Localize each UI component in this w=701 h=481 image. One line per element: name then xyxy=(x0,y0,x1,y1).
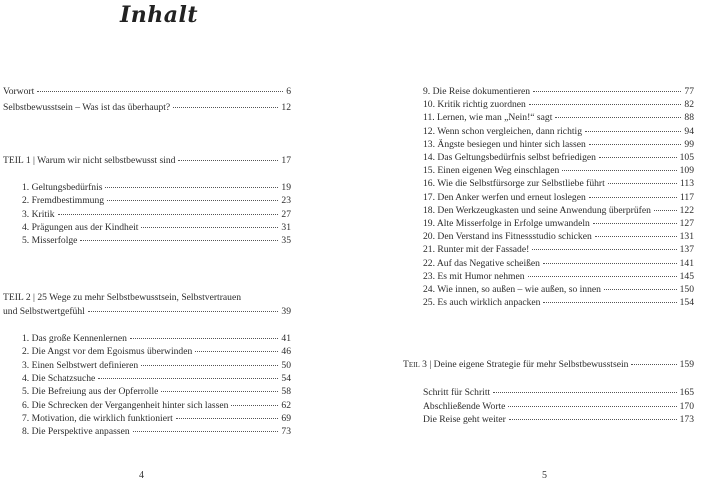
toc-entry-title: 15. Einen eigenen Weg einschlagen xyxy=(423,165,560,177)
toc-entry[interactable] xyxy=(423,297,694,309)
toc-entry-page: 94 xyxy=(684,125,694,137)
page-number-left: 4 xyxy=(139,470,144,481)
toc-entry-title: 24. Wie innen, so außen – wie außen, so innen xyxy=(423,284,601,295)
toc-entry[interactable] xyxy=(423,414,694,426)
toc-entry-title: 4. Die Schatzsuche xyxy=(22,372,96,384)
toc-entry-page: 170 xyxy=(679,400,694,412)
dot-leader xyxy=(88,311,279,312)
dot-leader xyxy=(529,104,682,105)
toc-entry-page: 27 xyxy=(281,208,291,220)
dot-leader xyxy=(555,117,681,118)
toc-entry-title: 3. Kritik xyxy=(22,208,55,220)
toc-entry-title: 6. Die Schrecken der Vergangenheit hinter sich lassen xyxy=(22,399,229,411)
toc-entry[interactable] xyxy=(423,112,694,124)
toc-entry-title: Vorwort xyxy=(3,86,35,97)
toc-entry-page: 50 xyxy=(281,359,291,371)
toc-entry-title: 7. Motivation, die wirklich funktioniert xyxy=(22,412,173,424)
toc-entry-page: 62 xyxy=(281,399,291,411)
toc-entry-title: 20. Den Verstand ins Fitnessstudio schicken xyxy=(423,231,592,243)
toc-entry-page: 150 xyxy=(679,284,694,295)
dot-leader xyxy=(562,170,676,171)
part-title: | Deine eigene Strategie für mehr Selbstbewusstsein xyxy=(429,359,629,370)
toc-entry[interactable] xyxy=(22,182,291,194)
dot-leader xyxy=(543,263,677,264)
toc-entry-title: Selbstbewusstsein – Was ist das überhaupt? xyxy=(3,101,171,113)
toc-entry-page: 173 xyxy=(679,414,694,426)
dot-leader xyxy=(532,249,676,250)
toc-entry[interactable] xyxy=(423,152,694,164)
dot-leader xyxy=(608,183,677,184)
toc-entry-page: 39 xyxy=(281,306,291,317)
dot-leader xyxy=(133,431,279,432)
toc-entry-page: 6 xyxy=(286,86,291,97)
toc-entry-title: Schritt für Schritt xyxy=(423,387,491,398)
toc-entry[interactable] xyxy=(22,386,291,398)
toc-entry-title: 19. Alte Misserfolge in Erfolge umwandeln xyxy=(423,218,590,229)
dot-leader xyxy=(173,107,278,108)
dot-leader xyxy=(141,365,278,366)
toc-entry-title: 22. Auf das Negative scheißen xyxy=(423,257,540,269)
toc-entry-page: 113 xyxy=(679,178,694,190)
dot-leader xyxy=(161,391,278,392)
toc-entry-page: 35 xyxy=(281,235,291,247)
toc-entry-page: 73 xyxy=(281,426,291,438)
dot-leader xyxy=(37,91,283,92)
toc-entry-title: 11. Lernen, wie man „Nein!“ sagt xyxy=(423,112,553,124)
toc-entry-title: 8. Die Perspektive anpassen xyxy=(22,426,130,438)
dot-leader xyxy=(543,302,676,303)
toc-entry[interactable] xyxy=(423,192,694,204)
dot-leader xyxy=(80,240,278,241)
toc-entry-page: 69 xyxy=(281,412,291,424)
toc-entry[interactable] xyxy=(22,426,291,438)
toc-entry-part2[interactable] xyxy=(3,306,291,318)
toc-heading: Inhalt xyxy=(120,2,199,28)
toc-entry-page: 31 xyxy=(281,221,291,233)
toc-entry[interactable] xyxy=(22,413,291,425)
toc-entry[interactable] xyxy=(423,165,694,177)
toc-entry-title: 4. Prägungen aus der Kindheit xyxy=(22,221,139,233)
toc-entry-title: 2. Die Angst vor dem Egoismus überwinden xyxy=(22,346,193,358)
dot-leader xyxy=(105,187,278,188)
part-label: Teil 3 xyxy=(403,359,427,370)
toc-entry-part1[interactable] xyxy=(3,155,291,167)
toc-entry[interactable] xyxy=(423,258,694,270)
toc-entry-title: Die Reise geht weiter xyxy=(423,414,506,426)
dot-leader xyxy=(589,197,677,198)
toc-entry[interactable] xyxy=(22,333,291,345)
dot-leader xyxy=(595,236,677,237)
toc-entry[interactable] xyxy=(423,387,694,399)
toc-entry-page: 145 xyxy=(679,270,694,282)
toc-entry-title: und Selbstwertgefühl xyxy=(3,306,85,317)
dot-leader xyxy=(493,392,676,393)
toc-entry-title: 18. Den Werkzeugkasten und seine Anwendung überprüfen xyxy=(423,204,651,216)
dot-leader xyxy=(593,223,677,224)
page-number-right: 5 xyxy=(542,470,547,481)
toc-entry-page: 117 xyxy=(679,191,694,203)
toc-entry-title: 3. Einen Selbstwert definieren xyxy=(22,359,139,371)
dot-leader xyxy=(231,405,278,406)
toc-entry-page: 159 xyxy=(679,359,694,370)
toc-entry[interactable] xyxy=(423,244,694,256)
toc-entry-title: 17. Den Anker werfen und erneut loslegen xyxy=(423,191,586,203)
toc-entry[interactable] xyxy=(423,401,694,413)
toc-entry-page: 141 xyxy=(679,257,694,269)
dot-leader xyxy=(604,289,677,290)
toc-entry-page: 137 xyxy=(679,244,694,256)
toc-entry[interactable] xyxy=(22,346,291,358)
toc-entry[interactable] xyxy=(22,235,291,247)
dot-leader xyxy=(533,91,681,92)
toc-entry[interactable] xyxy=(423,139,694,151)
toc-entry-title: 10. Kritik richtig zuordnen xyxy=(423,99,526,111)
toc-entry[interactable] xyxy=(423,86,694,98)
toc-entry[interactable] xyxy=(423,178,694,190)
toc-entry-page: 12 xyxy=(281,101,291,113)
dot-leader xyxy=(178,160,278,161)
dot-leader xyxy=(195,351,278,352)
toc-entry-title: 5. Die Befreiung aus der Opferrolle xyxy=(22,386,159,398)
dot-leader xyxy=(509,419,677,420)
toc-entry-title: 14. Das Geltungsbedürfnis selbst befriedigen xyxy=(423,152,596,163)
toc-entry-page: 109 xyxy=(679,165,694,177)
toc-entry-page: 122 xyxy=(679,204,694,216)
toc-entry-title xyxy=(403,359,628,371)
toc-entry-page: 165 xyxy=(679,387,694,398)
dot-leader xyxy=(141,227,278,228)
toc-entry-title: TEIL 1 | Warum wir nicht selbstbewusst sind xyxy=(3,155,176,166)
toc-entry[interactable] xyxy=(423,99,694,111)
toc-entry-page: 154 xyxy=(679,297,694,309)
toc-entry[interactable] xyxy=(423,284,694,296)
toc-entry-title: 9. Die Reise dokumentieren xyxy=(423,86,531,97)
toc-entry-title: 23. Es mit Humor nehmen xyxy=(423,270,525,282)
toc-entry[interactable] xyxy=(423,218,694,230)
dot-leader xyxy=(107,200,278,201)
toc-entry[interactable] xyxy=(22,373,291,385)
toc-entry[interactable] xyxy=(423,231,694,243)
toc-entry[interactable] xyxy=(22,360,291,372)
toc-entry-page: 77 xyxy=(684,86,694,97)
toc-entry-title: 1. Das große Kennenlernen xyxy=(22,333,127,344)
dot-leader xyxy=(98,378,278,379)
dot-leader xyxy=(654,210,677,211)
dot-leader xyxy=(631,364,676,365)
dot-leader xyxy=(528,276,677,277)
toc-entry-title: Abschließende Worte xyxy=(423,400,506,412)
dot-leader xyxy=(130,338,278,339)
toc-entry[interactable] xyxy=(22,222,291,234)
toc-entry-page: 99 xyxy=(684,138,694,150)
toc-entry-page: 46 xyxy=(281,346,291,358)
toc-entry-page: 54 xyxy=(281,372,291,384)
toc-entry-page: 88 xyxy=(684,112,694,124)
toc-entry-page: 131 xyxy=(679,231,694,243)
toc-entry-title: 2. Fremdbestimmung xyxy=(22,195,105,207)
toc-entry[interactable] xyxy=(22,195,291,207)
toc-entry-title: 13. Ängste besiegen und hinter sich lassen xyxy=(423,138,586,150)
dot-leader xyxy=(585,131,681,132)
toc-entry[interactable] xyxy=(423,271,694,283)
toc-entry-page: 82 xyxy=(684,99,694,111)
dot-leader xyxy=(599,157,677,158)
toc-entry[interactable] xyxy=(423,126,694,138)
dot-leader xyxy=(58,214,279,215)
toc-entry-page: 23 xyxy=(281,195,291,207)
dot-leader xyxy=(508,406,676,407)
toc-entry[interactable] xyxy=(3,102,291,114)
toc-entry[interactable] xyxy=(423,205,694,217)
toc-entry-title: 12. Wenn schon vergleichen, dann richtig xyxy=(423,125,582,137)
toc-entry-part3[interactable] xyxy=(403,359,694,371)
toc-entry-title: 5. Misserfolge xyxy=(22,235,78,247)
toc-entry[interactable] xyxy=(22,209,291,221)
toc-entry-title: 21. Runter mit der Fassade! xyxy=(423,244,530,256)
toc-entry-page: 41 xyxy=(281,333,291,344)
toc-entry-title: 1. Geltungsbedürfnis xyxy=(22,182,103,193)
toc-entry-title: 25. Es auch wirklich anpacken xyxy=(423,297,541,309)
toc-entry[interactable] xyxy=(3,86,291,98)
toc-entry-page: 58 xyxy=(281,386,291,398)
dot-leader xyxy=(589,144,682,145)
toc-entry[interactable] xyxy=(22,400,291,412)
toc-entry-title: 16. Wie die Selbstfürsorge zur Selbstliebe führt xyxy=(423,178,605,190)
toc-entry-page: 127 xyxy=(679,218,694,229)
toc-entry-page: 105 xyxy=(679,152,694,163)
dot-leader xyxy=(176,418,279,419)
toc-entry-page: 19 xyxy=(281,182,291,193)
toc-entry-part2-line1[interactable]: TEIL 2 | 25 Wege zu mehr Selbstbewusstsein, Selbstvertrauen xyxy=(3,292,242,303)
toc-entry-page: 17 xyxy=(281,155,291,166)
